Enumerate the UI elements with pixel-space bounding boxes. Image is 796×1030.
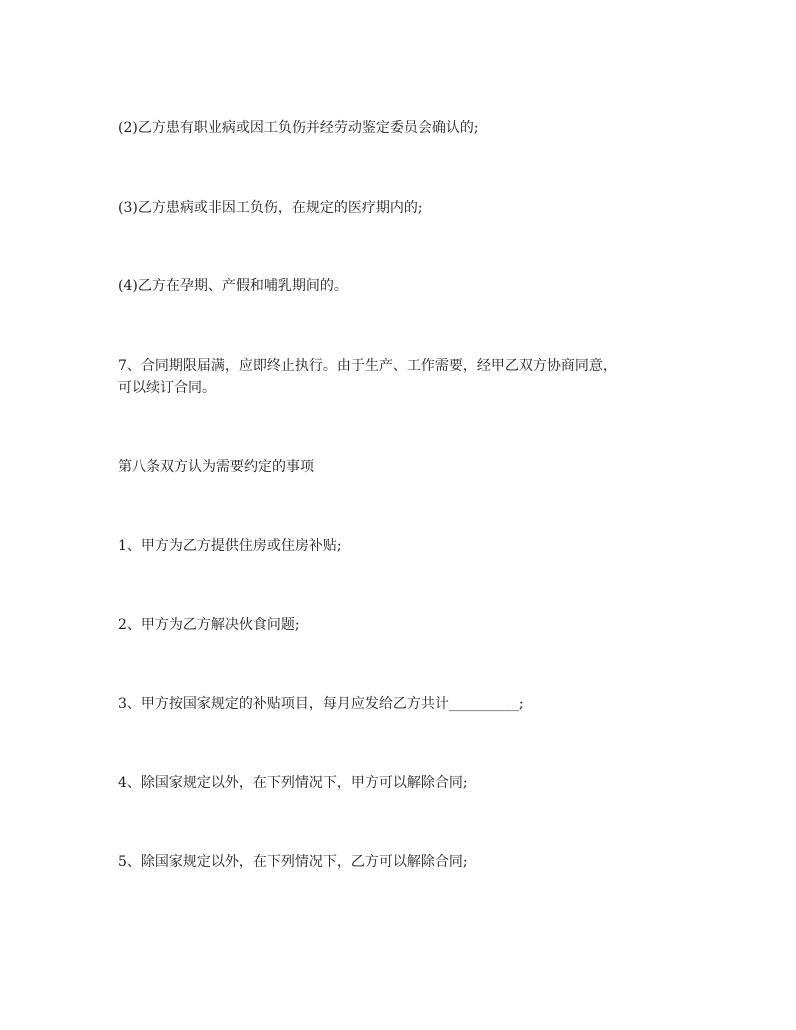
paragraph-clause-7-line-2: 可以续订合同。 [118, 380, 216, 396]
paragraph-clause-7-line-1: 7、合同期限届满，应即终止执行。由于生产、工作需要，经甲乙双方协商同意， [118, 358, 617, 374]
paragraph-item-3-subsidy: 3、甲方按国家规定的补贴项目，每月应发给乙方共计__________; [118, 696, 524, 712]
paragraph-item-2: (2)乙方患有职业病或因工负伤并经劳动鉴定委员会确认的; [118, 120, 479, 136]
paragraph-item-5-employee-termination: 5、除国家规定以外，在下列情况下，乙方可以解除合同; [118, 854, 468, 870]
section-heading-article-8: 第八条双方认为需要约定的事项 [118, 459, 314, 475]
paragraph-item-1-housing: 1、甲方为乙方提供住房或住房补贴; [118, 538, 342, 554]
paragraph-item-3: (3)乙方患病或非因工负伤，在规定的医疗期内的; [118, 200, 423, 216]
paragraph-item-4-employer-termination: 4、除国家规定以外，在下列情况下，甲方可以解除合同; [118, 775, 468, 791]
paragraph-item-2-meals: 2、甲方为乙方解决伙食问题; [118, 617, 300, 633]
paragraph-item-4: (4)乙方在孕期、产假和哺乳期间的。 [118, 278, 348, 294]
